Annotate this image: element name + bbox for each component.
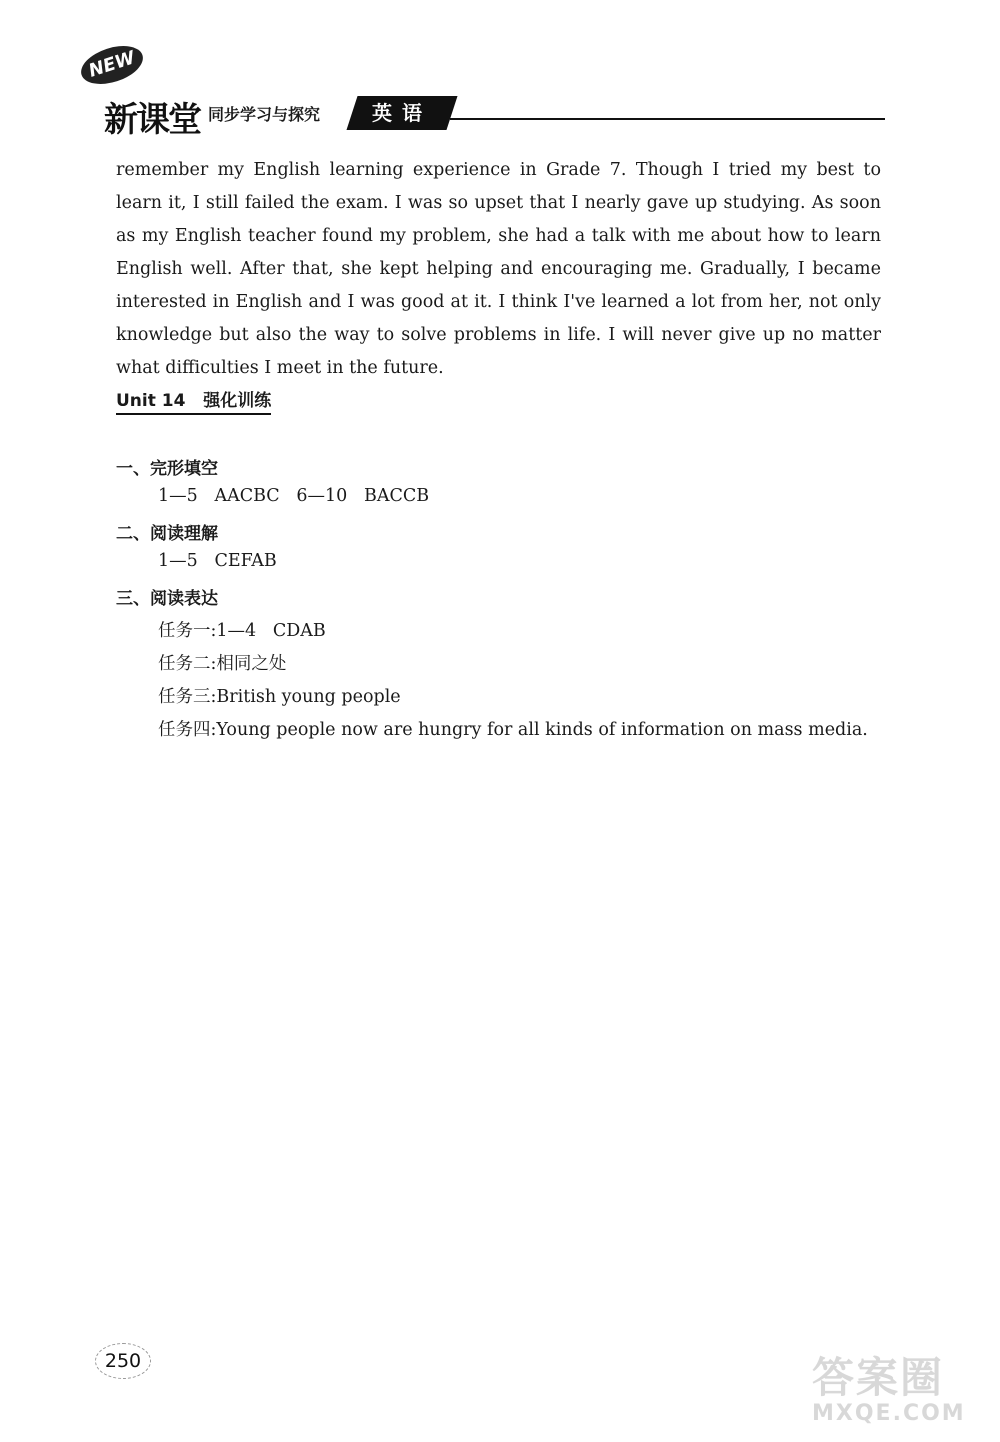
brand-title: 新课堂 (104, 100, 200, 140)
answer-line: 1—5 AACBC 6—10 BACCB (158, 486, 430, 506)
watermark-top: 答案圈 (812, 1353, 945, 1402)
page-number: 250 (95, 1343, 151, 1379)
watermark-logo (812, 1345, 992, 1435)
task-2-line: 任务二:相同之处 (158, 654, 287, 674)
series-title: 同步学习与探究 (208, 105, 321, 124)
header-rule (450, 118, 885, 120)
section-title-reading: 二、阅读理解 (116, 524, 218, 544)
task-4-line: 任务四:Young people now are hungry for all kinds of information on mass media. (158, 720, 868, 740)
answer-line: 1—5 CEFAB (158, 551, 277, 571)
answer-paragraph: remember my English learning experience in Grade 7. Though I tried my best to learn it, I still failed the exam. I was so upset that I nearly gave up studying. As soon as my English teacher found my problem, she had a talk with me about how to learn English well. After that, she kept helping and encouraging me. Gradually, I became interested in English and I was good at it. I think I've learned a lot from her, not only knowledge but also the way to solve problems in life. I will never give up no matter what difficulties I meet in the future. (116, 160, 881, 378)
task-3-line: 任务三:British young people (158, 687, 401, 707)
unit-heading: Unit 14 强化训练 (116, 386, 271, 415)
page-header (70, 40, 885, 140)
subject-tab (346, 96, 457, 130)
subject-label: 英语 (372, 101, 432, 125)
task-1-line: 任务一:1—4 CDAB (158, 621, 326, 641)
new-badge: NEW (76, 39, 147, 91)
watermark-bottom: MXQE.COM (812, 1401, 966, 1426)
section-title-expression: 三、阅读表达 (116, 589, 218, 609)
section-title-cloze: 一、完形填空 (116, 459, 218, 479)
